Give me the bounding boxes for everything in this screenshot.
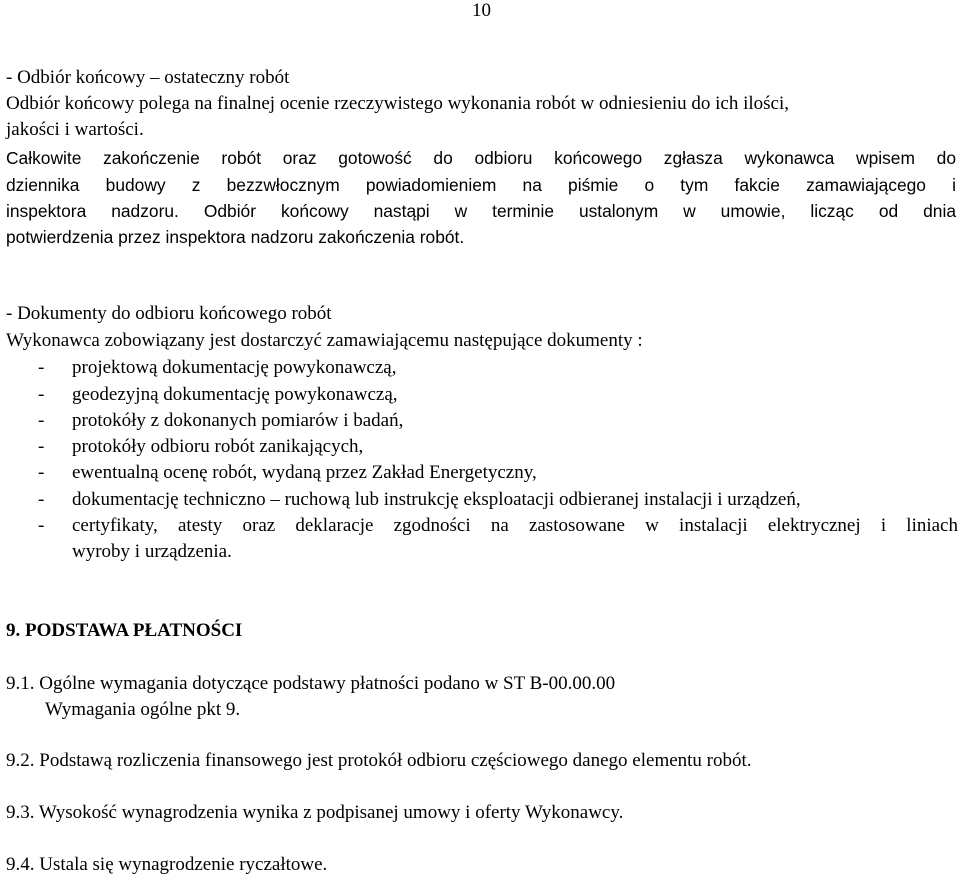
section-payment-heading: 9. PODSTAWA PŁATNOŚCI bbox=[6, 620, 243, 641]
list-item-text: projektową dokumentację powykonawczą, bbox=[72, 357, 397, 378]
list-item-text: certyfikaty, atesty oraz deklaracje zgodności na zastosowane w instalacji elektrycznej i liniach bbox=[72, 515, 958, 536]
list-dash: - bbox=[38, 436, 45, 457]
final-para2-line1: Całkowite zakończenie robót oraz gotowość do odbioru końcowego zgłasza wykonawca wpisem do bbox=[6, 148, 956, 168]
payment-9-4: 9.4. Ustala się wynagrodzenie ryczałtowe. bbox=[6, 854, 328, 875]
list-item-text: protokóły z dokonanych pomiarów i badań, bbox=[72, 410, 404, 431]
list-item-text: dokumentację techniczno – ruchową lub instrukcję eksploatacji odbieranej instalacji i urządzeń, bbox=[72, 489, 801, 510]
list-dash: - bbox=[38, 462, 45, 483]
final-para2-line2: dziennika budowy z bezzwłocznym powiadomieniem na piśmie o tym fakcie zamawiającego i bbox=[6, 175, 956, 195]
final-para2-line4: potwierdzenia przez inspektora nadzoru zakończenia robót. bbox=[6, 227, 465, 247]
final-para1-line2: jakości i wartości. bbox=[6, 119, 144, 140]
page-number: 10 bbox=[472, 0, 491, 21]
list-dash: - bbox=[38, 489, 45, 510]
docs-intro: Wykonawca zobowiązany jest dostarczyć zamawiającemu następujące dokumenty : bbox=[6, 330, 643, 351]
list-item-text: geodezyjną dokumentację powykonawczą, bbox=[72, 384, 398, 405]
payment-9-2: 9.2. Podstawą rozliczenia finansowego jest protokół odbioru częściowego danego elementu robót. bbox=[6, 750, 752, 771]
final-para1-line1: Odbiór końcowy polega na finalnej ocenie rzeczywistego wykonania robót w odniesieniu do ich ilości, bbox=[6, 93, 789, 114]
section-docs-heading: - Dokumenty do odbioru końcowego robót bbox=[6, 303, 332, 324]
list-item-continuation: wyroby i urządzenia. bbox=[72, 541, 232, 562]
list-item-text: protokóły odbioru robót zanikających, bbox=[72, 436, 364, 457]
list-dash: - bbox=[38, 515, 45, 536]
list-dash: - bbox=[38, 357, 45, 378]
payment-9-3: 9.3. Wysokość wynagrodzenia wynika z podpisanej umowy i oferty Wykonawcy. bbox=[6, 802, 624, 823]
section-final-heading: - Odbiór końcowy – ostateczny robót bbox=[6, 67, 290, 88]
list-item-text: ewentualną ocenę robót, wydaną przez Zakład Energetyczny, bbox=[72, 462, 537, 483]
final-para2-line3: inspektora nadzoru. Odbiór końcowy nastąpi w terminie ustalonym w umowie, licząc od dnia bbox=[6, 201, 956, 221]
payment-9-1-line1: 9.1. Ogólne wymagania dotyczące podstawy płatności podano w ST B-00.00.00 bbox=[6, 673, 616, 694]
list-dash: - bbox=[38, 410, 45, 431]
payment-9-1-line2: Wymagania ogólne pkt 9. bbox=[45, 699, 241, 720]
list-dash: - bbox=[38, 384, 45, 405]
